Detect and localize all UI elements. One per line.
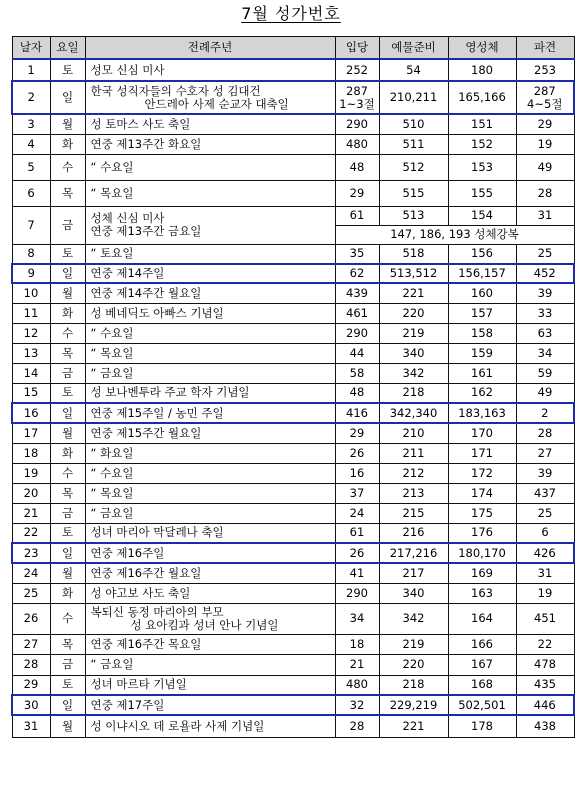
entrance-cell: 29 (335, 180, 379, 206)
weekday-cell: 일 (50, 81, 85, 114)
weekday-cell: 목 (50, 343, 85, 363)
communion-cell: 164 (448, 603, 516, 634)
offertory-cell: 229,219 (379, 695, 448, 715)
dismissal-cell: 28 (516, 423, 574, 443)
date-cell: 11 (12, 303, 50, 323)
table-row (12, 483, 574, 503)
title-text: 7월 성가번호 (241, 4, 341, 23)
date-cell: 25 (12, 583, 50, 603)
entrance-cell: 480 (335, 675, 379, 695)
liturgy-line: 연중 제15주간 월요일 (90, 425, 202, 440)
liturgy-line: “ 수요일 (90, 465, 134, 480)
date-cell: 7 (12, 206, 50, 244)
dismissal-cell: 478 (516, 654, 574, 675)
entrance-cell: 62 (335, 264, 379, 283)
communion-cell: 174 (448, 483, 516, 503)
dismissal-cell: 33 (516, 303, 574, 323)
entrance-cell: 29 (335, 423, 379, 443)
offertory-cell: 221 (379, 283, 448, 303)
table-row (12, 695, 574, 715)
liturgy-cell (85, 134, 335, 154)
entrance-cell: 24 (335, 503, 379, 523)
liturgy-line: “ 토요일 (90, 246, 134, 261)
table-row (12, 303, 574, 323)
date-cell: 13 (12, 343, 50, 363)
entrance-cell: 290 (335, 583, 379, 603)
entrance-cell: 37 (335, 483, 379, 503)
liturgy-line: “ 화요일 (90, 445, 134, 460)
table-row (12, 523, 574, 543)
date-cell: 30 (12, 695, 50, 715)
liturgy-cell (85, 654, 335, 675)
dismissal-cell: 49 (516, 383, 574, 403)
liturgy-line: “ 수요일 (90, 159, 134, 174)
weekday-cell: 토 (50, 383, 85, 403)
table-row (12, 563, 574, 583)
dismissal-cell: 34 (516, 343, 574, 363)
offertory-cell: 212 (379, 463, 448, 483)
table-row (12, 134, 574, 154)
weekday-cell: 월 (50, 423, 85, 443)
liturgy-cell (85, 343, 335, 363)
offertory-cell: 217 (379, 563, 448, 583)
table-row (12, 180, 574, 206)
dismissal-value: 287 4~5절 (527, 83, 563, 111)
offertory-cell: 515 (379, 180, 448, 206)
liturgy-cell (85, 303, 335, 323)
entrance-cell: 252 (335, 59, 379, 81)
header-offertory: 예물준비 (379, 37, 448, 60)
date-cell: 17 (12, 423, 50, 443)
liturgy-cell (85, 715, 335, 737)
dismissal-cell: 452 (516, 264, 574, 283)
weekday-cell: 수 (50, 154, 85, 180)
table-row (12, 323, 574, 343)
dismissal-cell: 426 (516, 543, 574, 563)
offertory-cell: 221 (379, 715, 448, 737)
weekday-cell: 수 (50, 323, 85, 343)
entrance-cell: 32 (335, 695, 379, 715)
weekday-cell: 목 (50, 483, 85, 503)
liturgy-cell (85, 634, 335, 654)
dismissal-cell: 49 (516, 154, 574, 180)
date-cell: 31 (12, 715, 50, 737)
date-cell: 26 (12, 603, 50, 634)
offertory-cell: 513 (379, 206, 448, 225)
entrance-cell: 48 (335, 383, 379, 403)
weekday-cell: 토 (50, 59, 85, 81)
communion-cell: 168 (448, 675, 516, 695)
liturgy-cell (85, 154, 335, 180)
dismissal-cell: 435 (516, 675, 574, 695)
liturgy-line: 연중 제15주일 / 농민 주일 (90, 405, 224, 420)
liturgy-line: 연중 제17주일 (90, 697, 165, 712)
date-cell: 12 (12, 323, 50, 343)
offertory-cell: 511 (379, 134, 448, 154)
table-row (12, 675, 574, 695)
liturgy-line: “ 목요일 (90, 345, 134, 360)
entrance-cell: 461 (335, 303, 379, 323)
dismissal-cell: 437 (516, 483, 574, 503)
offertory-cell: 510 (379, 114, 448, 134)
table-body (12, 59, 574, 737)
weekday-cell: 일 (50, 695, 85, 715)
table-row (12, 603, 574, 634)
table-row (12, 423, 574, 443)
dismissal-cell: 29 (516, 114, 574, 134)
date-cell: 6 (12, 180, 50, 206)
liturgy-cell (85, 523, 335, 543)
liturgy-cell (85, 244, 335, 264)
date-cell: 28 (12, 654, 50, 675)
dismissal-cell: 22 (516, 634, 574, 654)
offertory-cell: 210 (379, 423, 448, 443)
communion-cell: 157 (448, 303, 516, 323)
communion-cell: 169 (448, 563, 516, 583)
liturgy-cell (85, 675, 335, 695)
liturgy-cell (85, 283, 335, 303)
offertory-cell: 342 (379, 603, 448, 634)
table-row (12, 583, 574, 603)
offertory-cell: 213 (379, 483, 448, 503)
table-row (12, 383, 574, 403)
communion-cell: 183,163 (448, 403, 516, 423)
liturgy-line: 안드레아 사제 순교자 대축일 (144, 96, 289, 111)
date-cell: 18 (12, 443, 50, 463)
header-dismissal: 파견 (516, 37, 574, 60)
liturgy-line: 한국 성직자들의 수호자 성 김대건 (90, 83, 261, 98)
entrance-cell: 439 (335, 283, 379, 303)
liturgy-line: “ 수요일 (90, 325, 134, 340)
liturgy-cell (85, 363, 335, 383)
table-row (12, 244, 574, 264)
table-row (12, 114, 574, 134)
communion-cell: 161 (448, 363, 516, 383)
communion-cell: 180 (448, 59, 516, 81)
communion-cell: 502,501 (448, 695, 516, 715)
date-cell: 24 (12, 563, 50, 583)
communion-cell: 172 (448, 463, 516, 483)
communion-cell: 170 (448, 423, 516, 443)
table-row (12, 503, 574, 523)
liturgy-line: 성 베네딕도 아빠스 기념일 (90, 305, 224, 320)
liturgy-line: 성모 신심 미사 (90, 62, 165, 77)
table-row (12, 654, 574, 675)
communion-cell: 158 (448, 323, 516, 343)
liturgy-cell (85, 443, 335, 463)
entrance-value: 287 1~3절 (339, 83, 375, 111)
date-cell: 20 (12, 483, 50, 503)
offertory-cell: 340 (379, 583, 448, 603)
date-cell: 15 (12, 383, 50, 403)
page-title (0, 2, 582, 26)
offertory-cell: 512 (379, 154, 448, 180)
offertory-cell: 518 (379, 244, 448, 264)
entrance-cell: 28 (335, 715, 379, 737)
weekday-cell: 토 (50, 244, 85, 264)
entrance-cell: 48 (335, 154, 379, 180)
liturgy-cell (85, 695, 335, 715)
entrance-cell: 35 (335, 244, 379, 264)
dismissal-cell: 39 (516, 283, 574, 303)
entrance-cell: 21 (335, 654, 379, 675)
offertory-cell: 513,512 (379, 264, 448, 283)
communion-cell: 155 (448, 180, 516, 206)
weekday-cell: 토 (50, 675, 85, 695)
weekday-cell: 수 (50, 463, 85, 483)
offertory-cell: 220 (379, 303, 448, 323)
weekday-cell: 금 (50, 503, 85, 523)
offertory-cell: 342 (379, 363, 448, 383)
dismissal-cell: 25 (516, 503, 574, 523)
communion-cell: 151 (448, 114, 516, 134)
entrance-cell (335, 81, 379, 114)
table-row (12, 543, 574, 563)
header-date: 날자 (12, 37, 50, 60)
offertory-cell: 340 (379, 343, 448, 363)
liturgy-line: 복되신 동정 마리아의 부모 (90, 604, 224, 619)
dismissal-cell: 19 (516, 583, 574, 603)
communion-cell: 178 (448, 715, 516, 737)
entrance-cell: 290 (335, 114, 379, 134)
offertory-cell: 54 (379, 59, 448, 81)
liturgy-cell (85, 543, 335, 563)
communion-cell: 166 (448, 634, 516, 654)
entrance-cell: 18 (335, 634, 379, 654)
date-cell: 14 (12, 363, 50, 383)
dismissal-cell: 27 (516, 443, 574, 463)
weekday-cell: 목 (50, 634, 85, 654)
communion-cell: 152 (448, 134, 516, 154)
offertory-cell: 218 (379, 675, 448, 695)
date-cell: 3 (12, 114, 50, 134)
table-row (12, 206, 574, 225)
weekday-cell: 월 (50, 563, 85, 583)
communion-cell: 171 (448, 443, 516, 463)
date-cell: 16 (12, 403, 50, 423)
header-liturgy: 전례주년 (85, 37, 335, 60)
dismissal-cell: 438 (516, 715, 574, 737)
liturgy-line: “ 금요일 (90, 365, 134, 380)
liturgy-line: 성 요아킴과 성녀 안나 기념일 (130, 617, 279, 632)
liturgy-cell (85, 114, 335, 134)
offertory-cell: 211 (379, 443, 448, 463)
entrance-cell: 290 (335, 323, 379, 343)
dismissal-cell: 25 (516, 244, 574, 264)
table-row (12, 634, 574, 654)
entrance-cell: 61 (335, 523, 379, 543)
communion-cell: 162 (448, 383, 516, 403)
date-cell: 22 (12, 523, 50, 543)
header-communion: 영성체 (448, 37, 516, 60)
communion-cell: 163 (448, 583, 516, 603)
header-weekday: 요일 (50, 37, 85, 60)
dismissal-cell: 63 (516, 323, 574, 343)
hymn-number-table (11, 36, 575, 738)
liturgy-line: 성 이냐시오 데 로욜라 사제 기념일 (90, 718, 265, 733)
liturgy-line: 성녀 마리아 막달레나 축일 (90, 525, 224, 540)
date-cell: 21 (12, 503, 50, 523)
liturgy-line: 연중 제16주간 목요일 (90, 636, 202, 651)
header-entrance: 입당 (335, 37, 379, 60)
dismissal-cell: 31 (516, 206, 574, 225)
date-cell: 9 (12, 264, 50, 283)
table-row (12, 403, 574, 423)
communion-cell: 175 (448, 503, 516, 523)
dismissal-cell: 446 (516, 695, 574, 715)
date-cell: 5 (12, 154, 50, 180)
communion-cell: 156,157 (448, 264, 516, 283)
entrance-cell: 44 (335, 343, 379, 363)
liturgy-cell (85, 180, 335, 206)
liturgy-cell (85, 264, 335, 283)
offertory-cell: 218 (379, 383, 448, 403)
weekday-cell: 일 (50, 543, 85, 563)
benediction-note-cell: 147, 186, 193 성체강복 (335, 225, 574, 244)
weekday-cell: 월 (50, 715, 85, 737)
liturgy-line: 성녀 마르타 기념일 (90, 677, 187, 692)
liturgy-line: “ 금요일 (90, 505, 134, 520)
liturgy-cell (85, 503, 335, 523)
date-cell: 23 (12, 543, 50, 563)
weekday-cell: 화 (50, 303, 85, 323)
liturgy-cell (85, 583, 335, 603)
offertory-cell: 219 (379, 634, 448, 654)
weekday-cell: 월 (50, 283, 85, 303)
communion-cell: 176 (448, 523, 516, 543)
dismissal-cell: 19 (516, 134, 574, 154)
entrance-cell: 34 (335, 603, 379, 634)
offertory-cell: 215 (379, 503, 448, 523)
header-row (12, 37, 574, 60)
communion-cell: 180,170 (448, 543, 516, 563)
entrance-cell: 26 (335, 543, 379, 563)
weekday-cell: 금 (50, 654, 85, 675)
communion-cell: 156 (448, 244, 516, 264)
entrance-cell: 26 (335, 443, 379, 463)
liturgy-cell (85, 423, 335, 443)
liturgy-line: 성체 신심 미사 (90, 211, 165, 225)
weekday-cell: 금 (50, 363, 85, 383)
offertory-cell: 217,216 (379, 543, 448, 563)
entrance-cell: 480 (335, 134, 379, 154)
communion-cell: 165,166 (448, 81, 516, 114)
date-cell: 29 (12, 675, 50, 695)
offertory-cell: 220 (379, 654, 448, 675)
weekday-cell: 목 (50, 180, 85, 206)
weekday-cell: 월 (50, 114, 85, 134)
table-row (12, 154, 574, 180)
entrance-cell: 41 (335, 563, 379, 583)
communion-cell: 160 (448, 283, 516, 303)
date-cell: 2 (12, 81, 50, 114)
table-row (12, 264, 574, 283)
dismissal-cell: 451 (516, 603, 574, 634)
weekday-cell: 일 (50, 403, 85, 423)
liturgy-line: “ 목요일 (90, 185, 134, 200)
weekday-cell: 토 (50, 523, 85, 543)
date-cell: 8 (12, 244, 50, 264)
date-cell: 10 (12, 283, 50, 303)
liturgy-line: 성 토마스 사도 축일 (90, 116, 191, 131)
date-cell: 27 (12, 634, 50, 654)
liturgy-line: 연중 제16주일 (90, 545, 165, 560)
date-cell: 1 (12, 59, 50, 81)
liturgy-line: 연중 제13주간 화요일 (90, 136, 202, 151)
table-row (12, 443, 574, 463)
table-row (12, 715, 574, 737)
entrance-cell: 16 (335, 463, 379, 483)
communion-cell: 167 (448, 654, 516, 675)
dismissal-cell: 2 (516, 403, 574, 423)
date-cell: 19 (12, 463, 50, 483)
dismissal-cell: 253 (516, 59, 574, 81)
table-row (12, 463, 574, 483)
liturgy-cell (85, 323, 335, 343)
liturgy-line: 연중 제14주일 (90, 266, 165, 280)
offertory-cell: 342,340 (379, 403, 448, 423)
liturgy-cell (85, 563, 335, 583)
dismissal-cell: 31 (516, 563, 574, 583)
liturgy-cell (85, 463, 335, 483)
liturgy-line: 성 야고보 사도 축일 (90, 585, 191, 600)
table-row (12, 59, 574, 81)
liturgy-cell (85, 603, 335, 634)
weekday-cell: 금 (50, 206, 85, 244)
liturgy-line: 연중 제13주간 금요일 (90, 224, 202, 238)
date-cell: 4 (12, 134, 50, 154)
weekday-cell: 수 (50, 603, 85, 634)
liturgy-line: 연중 제14주간 월요일 (90, 285, 202, 300)
weekday-cell: 일 (50, 264, 85, 283)
offertory-cell: 216 (379, 523, 448, 543)
liturgy-line: “ 목요일 (90, 485, 134, 500)
liturgy-cell (85, 383, 335, 403)
offertory-cell: 219 (379, 323, 448, 343)
communion-cell: 159 (448, 343, 516, 363)
weekday-cell: 화 (50, 583, 85, 603)
liturgy-line: “ 금요일 (90, 657, 134, 671)
table-row (12, 363, 574, 383)
liturgy-cell (85, 206, 335, 244)
liturgy-line: 연중 제16주간 월요일 (90, 565, 202, 580)
weekday-cell: 화 (50, 134, 85, 154)
dismissal-cell: 59 (516, 363, 574, 383)
dismissal-cell (516, 81, 574, 114)
weekday-cell: 화 (50, 443, 85, 463)
table-row (12, 343, 574, 363)
entrance-cell: 61 (335, 206, 379, 225)
entrance-cell: 416 (335, 403, 379, 423)
dismissal-cell: 6 (516, 523, 574, 543)
liturgy-cell (85, 59, 335, 81)
liturgy-cell (85, 403, 335, 423)
liturgy-cell (85, 81, 335, 114)
dismissal-cell: 39 (516, 463, 574, 483)
table-row (12, 283, 574, 303)
dismissal-cell: 28 (516, 180, 574, 206)
communion-cell: 154 (448, 206, 516, 225)
communion-cell: 153 (448, 154, 516, 180)
liturgy-cell (85, 483, 335, 503)
table-row (12, 81, 574, 114)
offertory-cell: 210,211 (379, 81, 448, 114)
liturgy-line: 성 보나벤투라 주교 학자 기념일 (90, 385, 250, 400)
entrance-cell: 58 (335, 363, 379, 383)
